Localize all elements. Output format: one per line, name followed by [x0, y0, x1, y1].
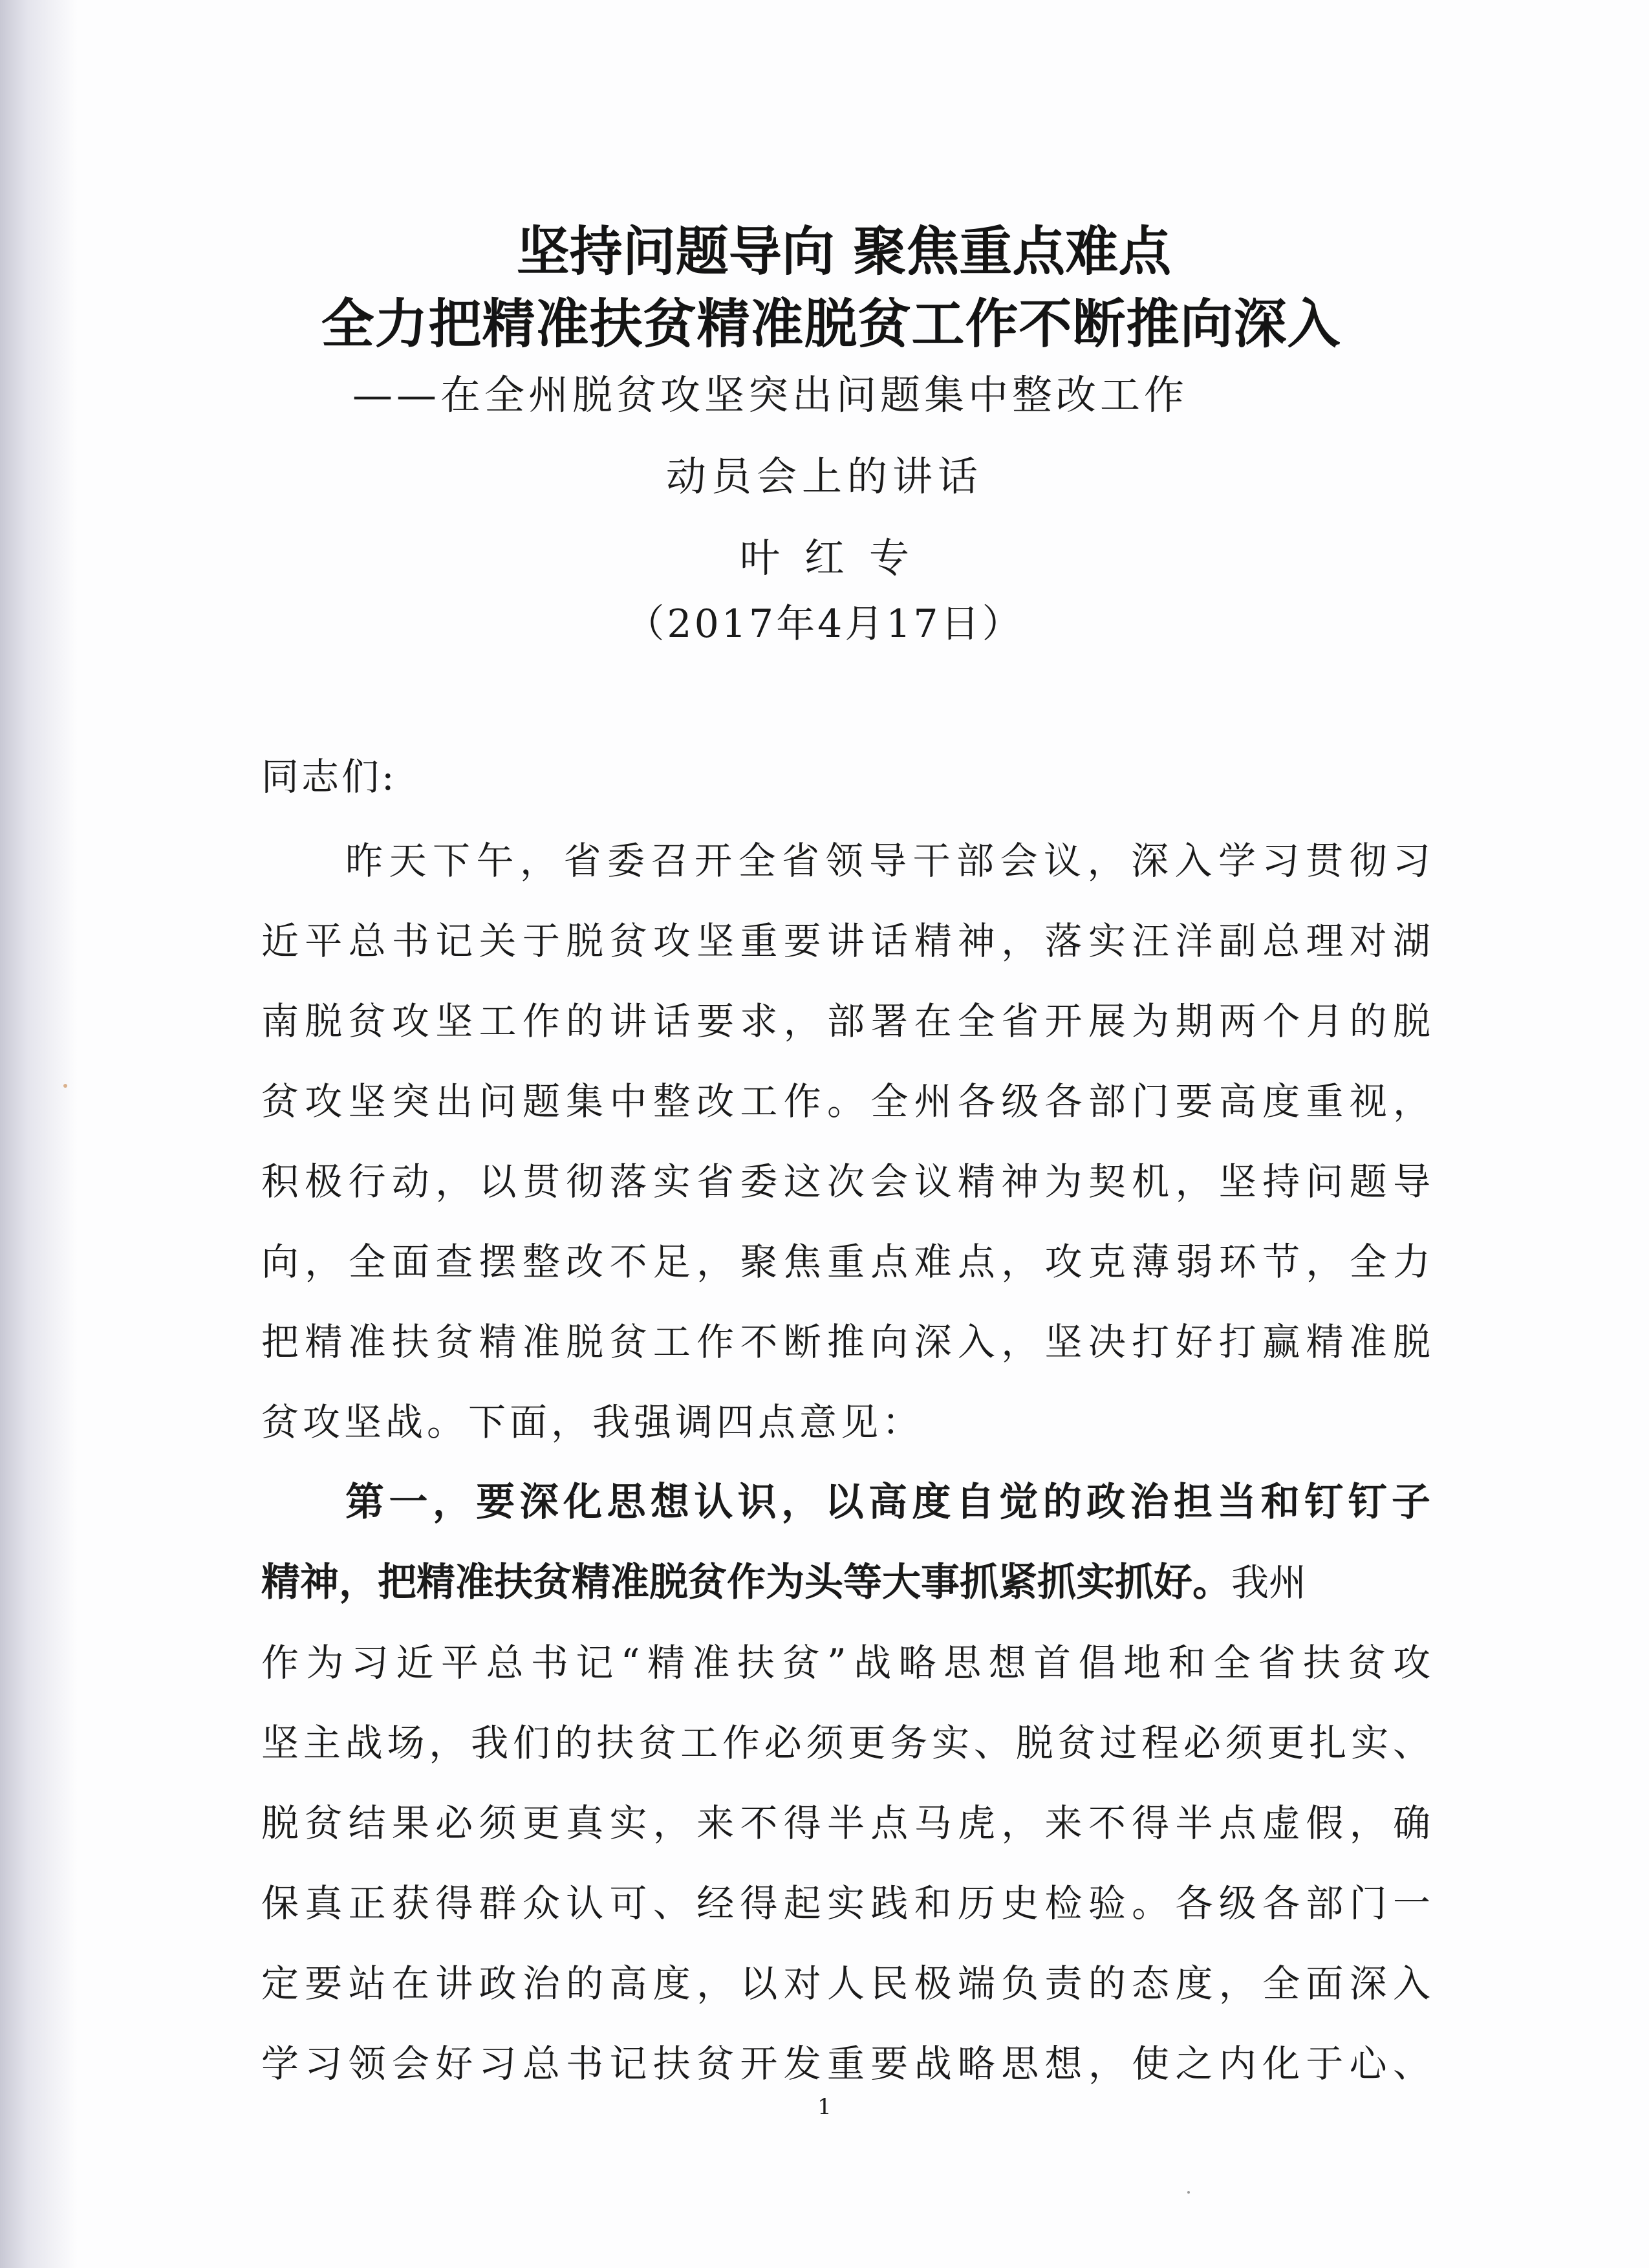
- paragraph-2-bold-line: 精神，把精准扶贫精准脱贫作为头等大事抓紧抓实抓好。: [261, 1560, 1231, 1605]
- scan-speck: [63, 1084, 67, 1088]
- paragraph-2-line-tail: 我州: [1231, 1561, 1307, 1604]
- paragraph-2-line: 保真正获得群众认可、经得起实践和历史检验。各级各部门一: [261, 1881, 1430, 1925]
- paragraph-1-line: 积极行动，以贯彻落实省委这次会议精神为契机，坚持问题导: [261, 1160, 1430, 1204]
- paragraph-2-line: 坚主战场，我们的扶贫工作必须更务实、脱贫过程必须更扎实、: [261, 1721, 1430, 1765]
- paragraph-1-line: 近平总书记关于脱贫攻坚重要讲话精神，落实汪洋副总理对湖: [261, 919, 1430, 963]
- page-number: 1: [817, 2094, 832, 2120]
- paragraph-2-mixed-line: [261, 1553, 1430, 1612]
- document-date: （2017年4月17日）: [625, 601, 1024, 647]
- paragraph-2-line: 脱贫结果必须更真实，来不得半点马虎，来不得半点虚假，确: [261, 1801, 1430, 1845]
- paragraph-1-line: 贫攻坚突出问题集中整改工作。全州各级各部门要高度重视，: [261, 1079, 1430, 1123]
- paragraph-2-line: 作为习近平总书记“精准扶贫”战略思想首倡地和全省扶贫攻: [261, 1641, 1430, 1685]
- paragraph-2-bold-line: 第一，要深化思想认识，以高度自觉的政治担当和钉钉子: [345, 1480, 1430, 1525]
- paragraph-1-line: 昨天下午，省委召开全省领导干部会议，深入学习贯彻习: [345, 839, 1430, 883]
- salutation: 同志们:: [261, 755, 397, 799]
- paragraph-2-line: 学习领会好习总书记扶贫开发重要战略思想，使之内化于心、: [261, 2042, 1430, 2086]
- paragraph-1-line: 向，全面查摆整改不足，聚焦重点难点，攻克薄弱环节，全力: [261, 1240, 1430, 1284]
- document-subtitle-line-2: 动员会上的讲话: [665, 453, 983, 500]
- document-subtitle-line-1: ——在全州脱贫攻坚突出问题集中整改工作: [352, 371, 1189, 418]
- paragraph-2-line: 定要站在讲政治的高度，以对人民极端负责的态度，全面深入: [261, 1961, 1430, 2005]
- paragraph-1-line: 南脱贫攻坚工作的讲话要求，部署在全省开展为期两个月的脱: [261, 999, 1430, 1043]
- paragraph-1-line: 贫攻坚战。下面，我强调四点意见：: [261, 1400, 924, 1444]
- document-title-line-1: 坚持问题导向 聚焦重点难点: [516, 221, 1172, 283]
- document-author: 叶红专: [739, 534, 934, 581]
- paragraph-1-line: 把精准扶贫精准脱贫工作不断推向深入，坚决打好打赢精准脱: [261, 1320, 1430, 1364]
- scan-speck: [1187, 2191, 1190, 2194]
- document-title-line-2: 全力把精准扶贫精准脱贫工作不断推向深入: [321, 294, 1341, 355]
